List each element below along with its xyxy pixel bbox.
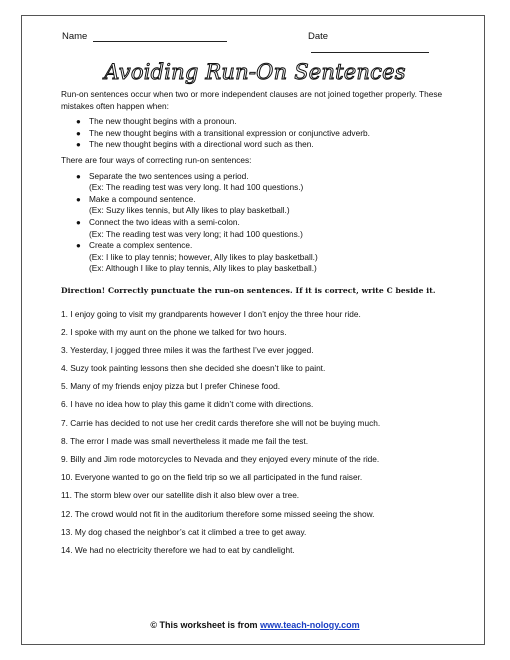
sentence-item: 7. Carrie has decided to not use her credit cards therefore she will not be buying much. — [61, 417, 381, 428]
sentence-item: 9. Billy and Jim rode motorcycles to Nevada and they enjoyed every minute of the ride. — [61, 454, 380, 464]
name-label: Name — [62, 31, 88, 42]
causes-list — [61, 116, 456, 151]
sentence-item: 4. Suzy took painting lessons then she decided she doesn’t like to paint. — [61, 363, 326, 374]
direction-line: Direction! Correctly punctuate the run-on sentences. If it is correct, write C beside it. — [61, 285, 436, 295]
way-example: (Ex: The reading test was very long. It had 100 questions.) — [89, 182, 304, 193]
date-field — [308, 31, 450, 53]
bullet-icon: ● — [76, 140, 81, 150]
way-main: Separate the two sentences using a period. — [89, 170, 249, 181]
cause-item: ● The new thought begins with a pronoun. — [76, 116, 237, 127]
bullet-icon: ● — [76, 128, 81, 138]
bullet-icon: ● — [76, 171, 81, 181]
name-blank-line[interactable] — [93, 31, 227, 42]
way-item — [76, 170, 456, 194]
date-label: Date — [308, 31, 329, 42]
date-blank-line[interactable] — [311, 42, 429, 53]
footer-copyright: © This worksheet is from — [150, 620, 261, 630]
way-item — [76, 240, 456, 275]
sentence-item: 14. We had no electricity therefore we had to eat by candlelight. — [61, 544, 295, 555]
sentence-item: 1. I enjoy going to visit my grandparents however I don’t enjoy the three hour ride. — [61, 308, 361, 319]
bullet-icon: ● — [76, 217, 81, 227]
sentence-item: 8. The error I made was small nevertheless it made me fail the test. — [61, 435, 309, 446]
sentence-item: 2. I spoke with my aunt on the phone we talked for two hours. — [61, 326, 287, 337]
ways-list — [61, 171, 456, 275]
way-item — [76, 193, 456, 217]
sentence-item: 11. The storm blew over our satellite dish it also blew over a tree. — [61, 490, 300, 501]
footer-link[interactable]: www.teach-nology.com — [260, 620, 360, 630]
worksheet-title: Avoiding Run-On Sentences — [104, 60, 406, 84]
sentence-item: 13. My dog chased the neighbor’s cat it climbed a tree to get away. — [61, 526, 307, 537]
sentence-item: 12. The crowd would not fit in the auditorium therefore some missed seeing the show. — [61, 508, 375, 519]
way-main: Make a compound sentence. — [89, 193, 196, 204]
cause-item: ● The new thought begins with a transitional expression or conjunctive adverb. — [76, 127, 370, 138]
sentence-item: 10. Everyone wanted to go on the field trip so we all participated in the fund raiser. — [61, 472, 363, 483]
way-main: Connect the two ideas with a semi-colon. — [89, 216, 240, 227]
way-example: (Ex: The reading test was very long; it had 100 questions.) — [89, 228, 303, 239]
way-example: (Ex: I like to play tennis; however, Ally likes to play basketball.) — [89, 251, 318, 262]
cause-item: ● The new thought begins with a directional word such as then. — [76, 139, 314, 150]
intro-paragraph: Run-on sentences occur when two or more independent clauses are not joined together properly. These mistakes often happen when: — [61, 89, 443, 111]
bullet-icon: ● — [76, 241, 81, 251]
sentence-item: 3. Yesterday, I jogged three miles it was the farthest I’ve ever jogged. — [61, 344, 314, 355]
way-main: Create a complex sentence. — [89, 240, 193, 251]
bullet-icon: ● — [76, 194, 81, 204]
bullet-icon: ● — [76, 117, 81, 127]
sentences-list — [61, 309, 456, 564]
way-example: (Ex: Suzy likes tennis, but Ally likes to play basketball.) — [89, 205, 290, 216]
way-example: (Ex: Although I like to play tennis, Ally likes to play basketball.) — [89, 263, 317, 274]
sentence-item: 5. Many of my friends enjoy pizza but I prefer Chinese food. — [61, 381, 281, 392]
way-item — [76, 216, 456, 240]
worksheet-content — [61, 89, 456, 563]
sentence-item: 6. I have no idea how to play this game it didn’t come with directions. — [61, 399, 314, 410]
name-field — [62, 31, 227, 42]
footer — [0, 620, 510, 630]
ways-intro: There are four ways of correcting run-on sentences: — [61, 154, 252, 165]
